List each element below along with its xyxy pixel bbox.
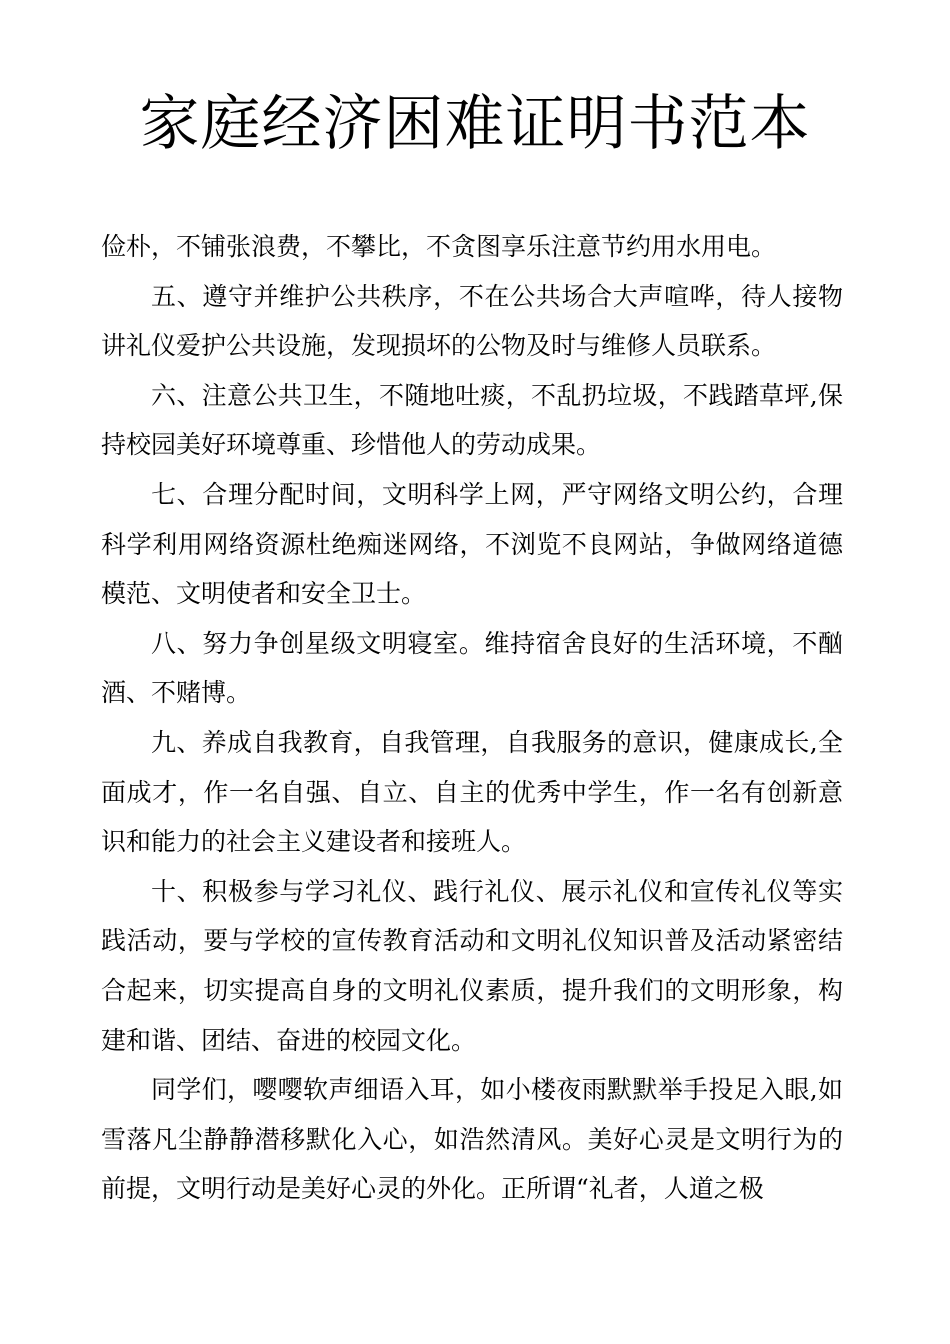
paragraph-7: 十、积极参与学习礼仪、践行礼仪、展示礼仪和宣传礼仪等实践活动，要与学校的宣传教育活动和文明礼仪知识普及活动紧密结合起来，切实提高自身的文明礼仪素质，提升我们的文明形象，构建和谐、团结、奋进的校园文化。 — [101, 876, 843, 1055]
paragraph-3: 六、注意公共卫生，不随地吐痰，不乱扔垃圾，不践踏草坪,保持校园美好环境尊重、珍惜他人的劳动成果。 — [101, 380, 843, 460]
paragraph-2: 五、遵守并维护公共秩序，不在公共场合大声喧哗，待人接物讲礼仪爱护公共设施，发现损坏的公物及时与维修人员联系。 — [101, 281, 843, 361]
paragraph-6: 九、养成自我教育，自我管理，自我服务的意识，健康成长,全面成才，作一名自强、自立、自主的优秀中学生，作一名有创新意识和能力的社会主义建设者和接班人。 — [101, 727, 843, 857]
paragraph-5: 八、努力争创星级文明寝室。维持宿舍良好的生活环境，不酗酒、不赌博。 — [101, 628, 843, 708]
document-body — [101, 222, 843, 1214]
paragraph-1: 俭朴，不铺张浪费，不攀比，不贪图享乐注意节约用水用电。 — [101, 232, 777, 261]
paragraph-4: 七、合理分配时间，文明科学上网，严守网络文明公约，合理科学利用网络资源杜绝痴迷网络，不浏览不良网站，争做网络道德模范、文明使者和安全卫士。 — [101, 479, 843, 609]
paragraph-8: 同学们，嘤嘤软声细语入耳，如小楼夜雨默默举手投足入眼,如雪落凡尘静静潜移默化入心，如浩然清风。美好心灵是文明行为的前提，文明行动是美好心灵的外化。正所谓“礼者，人道之极 — [101, 1075, 843, 1204]
document-title: 家庭经济困难证明书范本 — [139, 89, 811, 159]
